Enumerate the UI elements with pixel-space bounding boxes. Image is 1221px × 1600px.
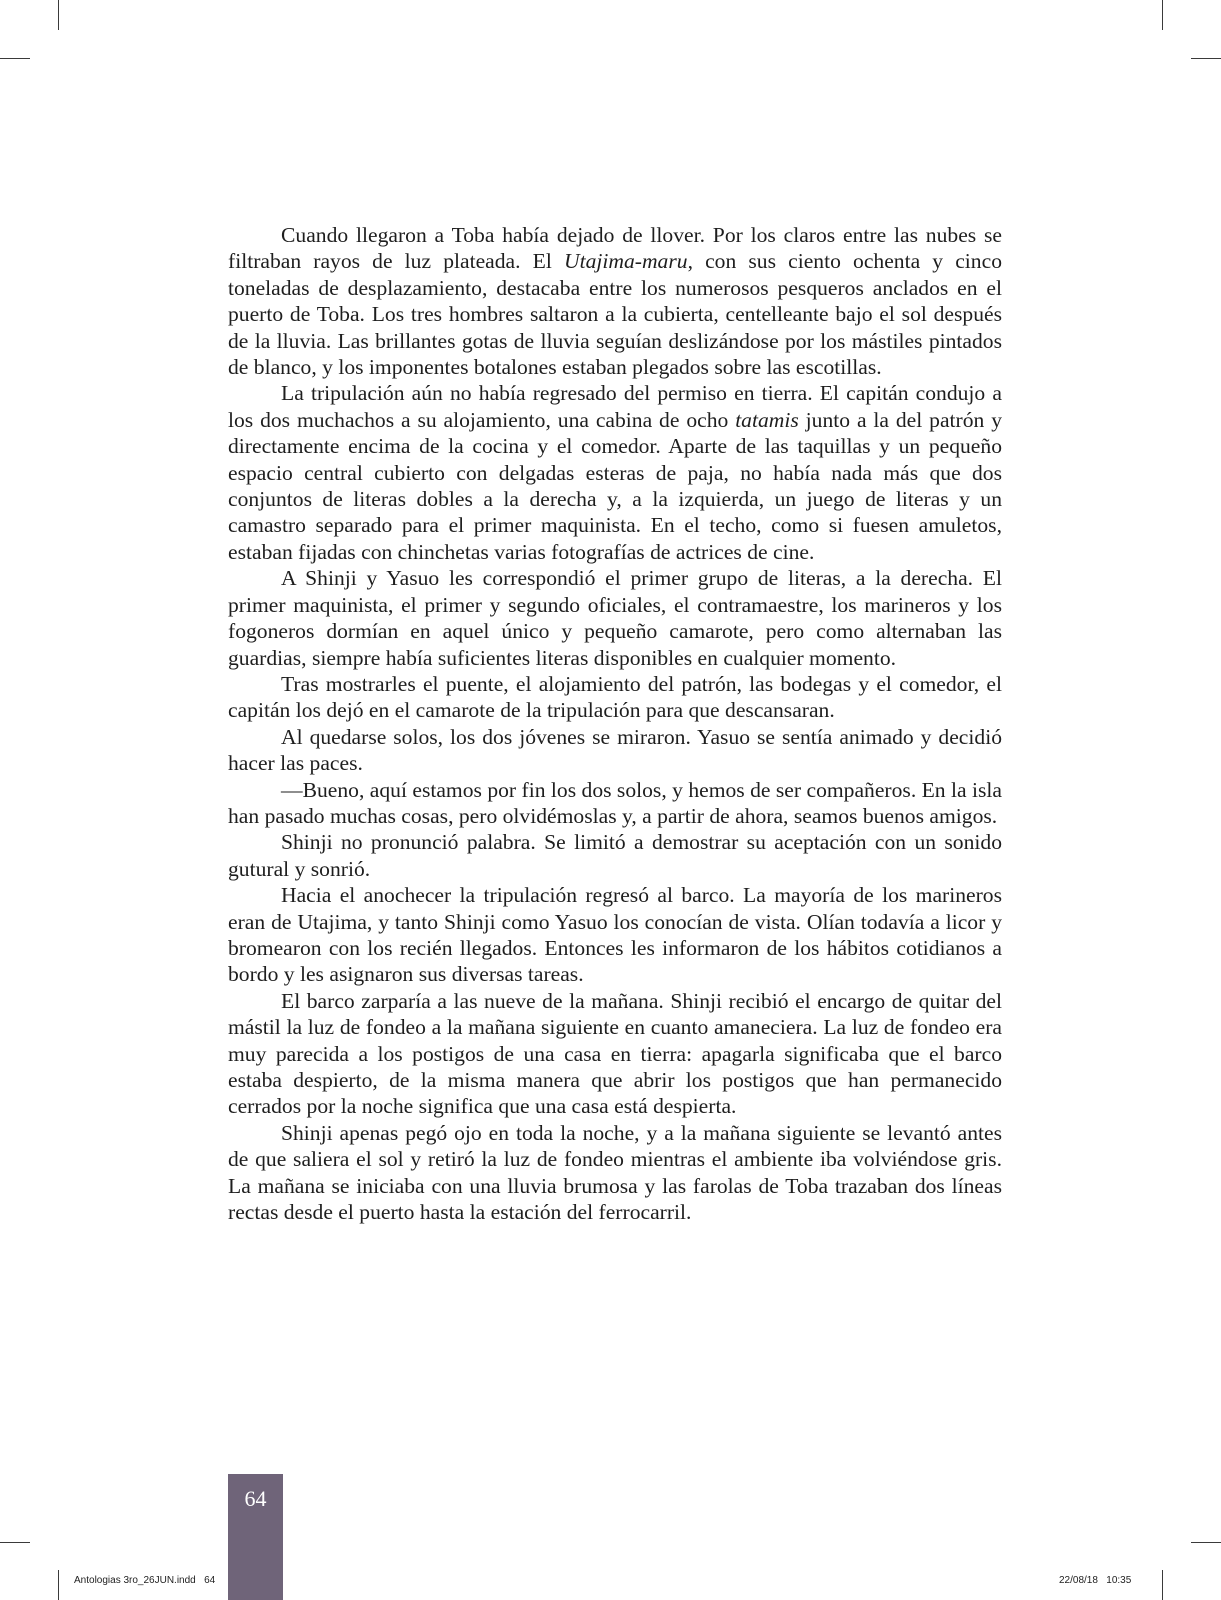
paragraph <box>228 829 1002 882</box>
paragraph-text: , con sus ciento ochenta y cinco toneladas de desplazamiento, destacaba entre los numerosos pesqueros anclados en el puerto de Toba. Los tres hombres saltaron a la cubierta, centelleante bajo el sol después de la lluvia. Las brillantes gotas de lluvia seguían deslizándose por los mástiles pintados de blanco, y los imponentes botalones estaban plegados sobre las escotillas. <box>228 249 1002 380</box>
paragraph-text: Shinji no pronunció palabra. Se limitó a demostrar su aceptación con un sonido gutural y sonrió. <box>228 830 1002 881</box>
paragraph-text: La tripulación aún no había regresado del permiso en tierra. El capitán condujo a los dos muchachos a su alojamiento, una cabina de ocho <box>228 381 1002 432</box>
paragraph-text: Al quedarse solos, los dos jóvenes se miraron. Yasuo se sentía animado y decidió hacer las paces. <box>228 724 1002 776</box>
crop-mark-bottom-left <box>58 1570 59 1600</box>
print-slug-timestamp: 22/08/18 10:35 <box>1059 1575 1132 1586</box>
crop-mark-bottom-right <box>1162 1570 1163 1600</box>
crop-mark-top-left <box>58 0 59 30</box>
paragraph <box>228 222 1002 380</box>
crop-mark-top-right <box>1162 0 1163 30</box>
crop-mark-bottom-left-h <box>0 1542 30 1543</box>
paragraph-text: junto a la del patrón y directamente encima de la cocina y el comedor. Aparte de las taquillas y un pequeño espacio central cubierto con delgadas esteras de paja, no había nada más que dos conjuntos de literas dobles a la derecha y, a la izquierda, un juego de literas y un camastro separado para el primer maquinista. En el techo, como si fuesen amuletos, estaban fijadas con chinchetas varias fotografías de actrices de cine. <box>228 407 1002 564</box>
paragraph <box>228 724 1002 777</box>
paragraph-text: —Bueno, aquí estamos por fin los dos solos, y hemos de ser compañeros. En la isla han pasado muchas cosas, pero olvidémoslas y, a partir de ahora, seamos buenos amigos. <box>228 777 1002 828</box>
italic-text: Utajima-maru <box>563 249 688 274</box>
print-slug-filename: Antologias 3ro_26JUN.indd 64 <box>74 1575 216 1586</box>
paragraph <box>228 380 1002 565</box>
paragraph <box>228 882 1002 988</box>
paragraph-text: A Shinji y Yasuo les correspondió el primer grupo de literas, a la derecha. El primer maquinista, el primer y segundo oficiales, el contramaestre, los marineros y los fogoneros dormían en aquel único y pequeño camarote, pero como alternaban las guardias, siempre había suficientes literas disponibles en cualquier momento. <box>228 566 1002 670</box>
paragraph-text: Cuando llegaron a Toba había dejado de llover. Por los claros entre las nubes se filtraban rayos de luz plateada. El <box>228 223 1002 274</box>
page-number: 64 <box>244 1486 267 1511</box>
paragraph-text: Shinji apenas pegó ojo en toda la noche, y a la mañana siguiente se levantó antes de que saliera el sol y retiró la luz de fondeo mientras el ambiente iba volviéndose gris. La mañana se iniciaba con una lluvia brumosa y las farolas de Toba trazaban dos líneas rectas desde el puerto hasta la estación del ferrocarril. <box>228 1120 1002 1225</box>
paragraph-text: Tras mostrarles el puente, el alojamiento del patrón, las bodegas y el comedor, el capitán los dejó en el camarote de la tripulación para que descansaran. <box>228 671 1002 723</box>
page-number-tab <box>228 1474 283 1600</box>
crop-mark-top-right-h <box>1191 58 1221 59</box>
crop-mark-bottom-right-h <box>1191 1542 1221 1543</box>
crop-mark-top-left-h <box>0 58 30 59</box>
paragraph <box>228 1120 1002 1226</box>
paragraph <box>228 988 1002 1120</box>
paragraph <box>228 777 1002 830</box>
paragraph-text: Hacia el anochecer la tripulación regresó al barco. La mayoría de los marineros eran de Utajima, y tanto Shinji como Yasuo los conocían de vista. Olían todavía a licor y bromearon con los recién llegados. Entonces les informaron de los hábitos cotidianos a bordo y les asignaron sus diversas tareas. <box>228 883 1002 987</box>
paragraph <box>228 671 1002 724</box>
italic-text: tatamis <box>735 407 799 432</box>
paragraph-text: El barco zarparía a las nueve de la mañana. Shinji recibió el encargo de quitar del mástil la luz de fondeo a la mañana siguiente en cuanto amaneciera. La luz de fondeo era muy parecida a los postigos de una casa en tierra: apagarla significaba que el barco estaba despierto, de la misma manera que abrir los postigos que han permanecido cerrados por la noche significa que una casa está despierta. <box>228 988 1002 1119</box>
paragraph <box>228 565 1002 671</box>
body-text <box>228 222 1002 1225</box>
